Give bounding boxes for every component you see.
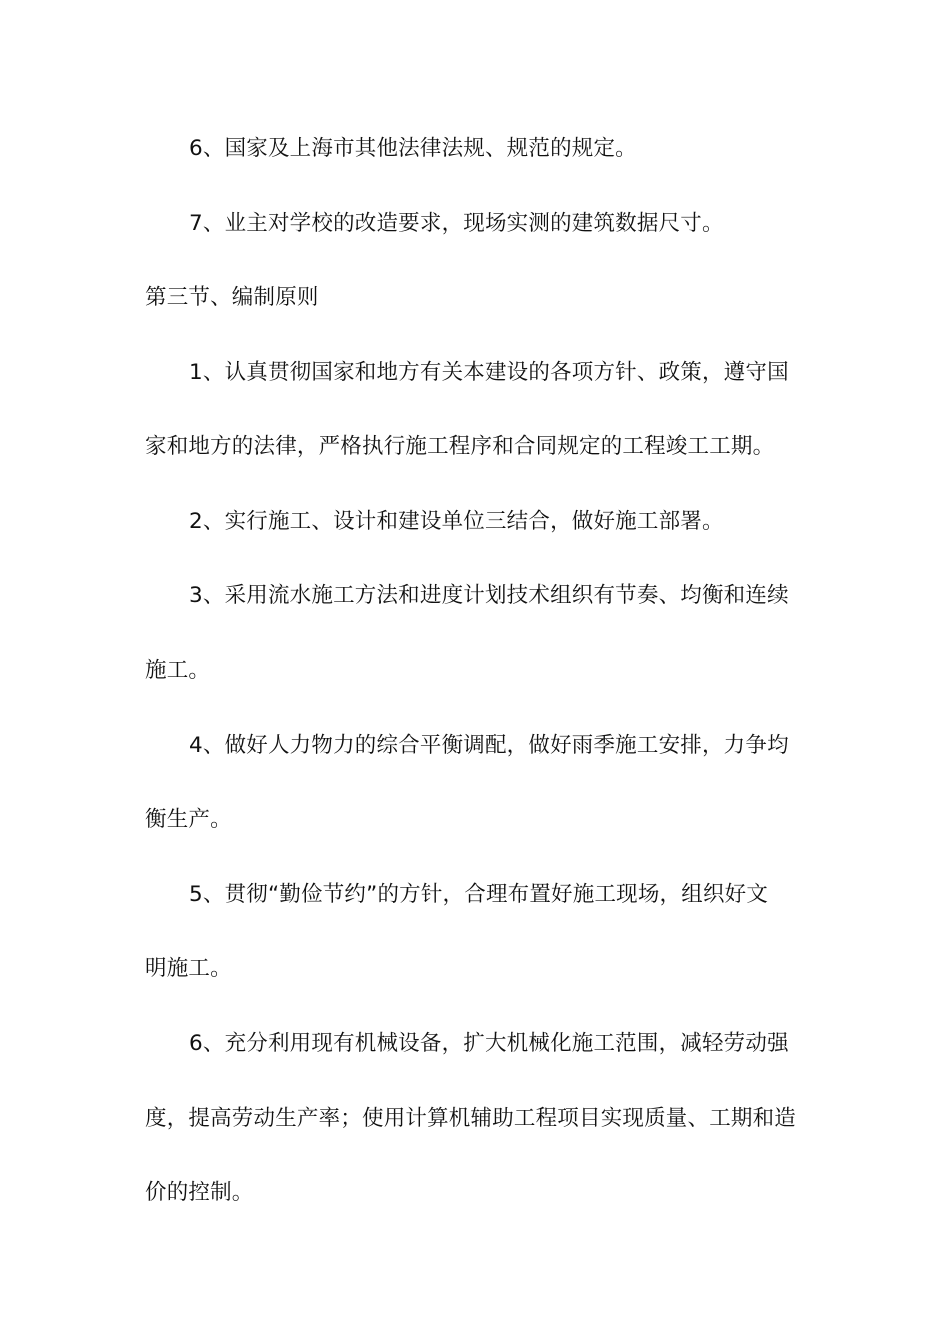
principle-6-line-1: 6、充分利用现有机械设备，扩大机械化施工范围，减轻劳动强 [189, 1031, 789, 1056]
principle-3-line-2: 施工。 [145, 658, 211, 683]
principle-1-line-2: 家和地方的法律，严格执行施工程序和合同规定的工程竣工工期。 [145, 434, 775, 459]
principle-4-line-2: 衡生产。 [145, 807, 232, 832]
basis-item-6: 6、国家及上海市其他法律法规、规范的规定。 [189, 136, 637, 161]
principle-1-line-1: 1、认真贯彻国家和地方有关本建设的各项方针、政策，遵守国 [189, 360, 789, 385]
section-heading: 第三节、编制原则 [145, 285, 319, 310]
principle-4-line-1: 4、做好人力物力的综合平衡调配，做好雨季施工安排，力争均 [189, 733, 789, 758]
principle-5-line-2: 明施工。 [145, 956, 232, 981]
principle-6-line-2: 度，提高劳动生产率；使用计算机辅助工程项目实现质量、工期和造 [145, 1106, 797, 1131]
basis-item-7: 7、业主对学校的改造要求，现场实测的建筑数据尺寸。 [189, 211, 724, 236]
principle-2: 2、实行施工、设计和建设单位三结合，做好施工部署。 [189, 509, 724, 534]
principle-3-line-1: 3、采用流水施工方法和进度计划技术组织有节奏、均衡和连续 [189, 583, 789, 608]
principle-5-line-1: 5、贯彻“勤俭节约”的方针，合理布置好施工现场，组织好文 [189, 882, 769, 907]
principle-6-line-3: 价的控制。 [145, 1180, 254, 1205]
